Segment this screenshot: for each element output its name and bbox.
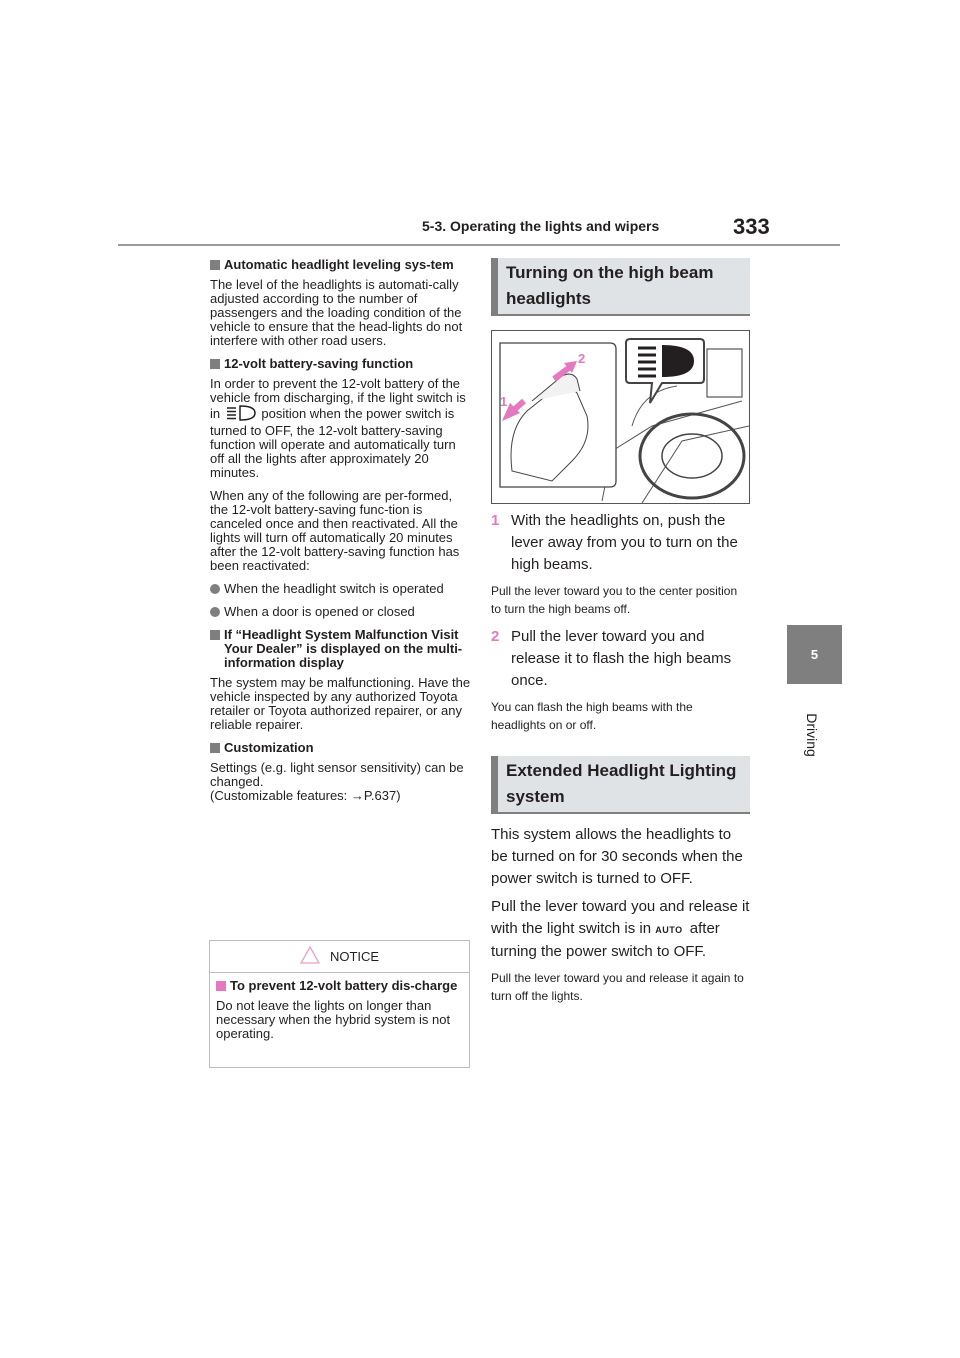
high-beam-lever-illustration — [491, 330, 750, 504]
page-number: 333 — [733, 214, 770, 239]
chapter-label: Driving — [804, 713, 820, 757]
customization-heading: Customization — [210, 741, 472, 755]
auto-leveling-body: The level of the headlights is automati-cally adjusted according to the number of passengers and the loading condition of the vehicle to ensure that the head-lights do not interfere with other road users. — [210, 277, 463, 348]
chapter-tab[interactable]: 5 — [787, 625, 842, 684]
notice-box — [209, 940, 470, 1068]
auto-leveling-heading: Automatic headlight leveling sys-tem — [210, 258, 472, 272]
square-bullet-icon — [210, 630, 220, 640]
square-bullet-icon — [210, 743, 220, 753]
malfunction-body: The system may be malfunctioning. Have the vehicle inspected by any authorized Toyota retailer or Toyota authorized repairer, or any reliable repairer. — [210, 675, 471, 732]
step-1: 1 With the headlights on, push the lever away from you to turn on the high beams. — [491, 512, 738, 573]
notice-body: Do not leave the lights on longer than necessary when the hybrid system is not operating. — [216, 998, 451, 1041]
warning-triangle-icon — [300, 946, 320, 967]
extended-body2: Pull the lever toward you and release it with the light switch is in AUTO after turning the power switch to OFF. — [491, 898, 750, 960]
header-title: 5-3. Operating the lights and wipers — [422, 218, 660, 234]
list-item: When a door is opened or closed — [210, 605, 472, 619]
auto-light-icon: AUTO — [655, 925, 683, 935]
square-bullet-icon — [210, 260, 220, 270]
callout-2: 2 — [578, 351, 586, 366]
notice-header — [210, 941, 469, 973]
list-item: When the headlight switch is operated — [210, 582, 472, 596]
extended-note: Pull the lever toward you and release it again to turn off the lights. — [491, 971, 744, 1003]
left-column — [210, 258, 472, 803]
right-column — [491, 258, 750, 1013]
extended-lighting-heading: Extended Headlight Lighting system — [491, 756, 750, 814]
notice-title: To prevent 12-volt battery dis-charge — [216, 979, 463, 993]
customization-link[interactable]: (Customizable features: →P.637) — [210, 788, 401, 803]
square-bullet-icon — [210, 359, 220, 369]
battery-saving-body2: When any of the following are per-formed, the 12-volt battery-saving func-tion is canceled once and then reactivated. All the lights will turn off automatically 20 minutes after the 12-volt battery-saving function has been reactivated: — [210, 488, 460, 573]
header-rule — [118, 244, 840, 246]
customization-body: Settings (e.g. light sensor sensitivity) can be changed. (Customizable features: →P.637) — [210, 760, 464, 803]
high-beam-heading: Turning on the high beam headlights — [491, 258, 750, 316]
high-beam-note1: Pull the lever toward you to the center position to turn the high beams off. — [491, 584, 738, 616]
extended-body1: This system allows the headlights to be turned on for 30 seconds when the power switch is turned to OFF. — [491, 826, 743, 887]
low-beam-headlight-icon — [226, 405, 256, 424]
battery-saving-heading: 12-volt battery-saving function — [210, 357, 472, 371]
malfunction-heading: If “Headlight System Malfunction Visit Your Dealer” is displayed on the multi-information display — [210, 628, 472, 670]
square-bullet-icon — [216, 981, 226, 991]
callout-1: 1 — [500, 394, 508, 409]
high-beam-note2: You can flash the high beams with the headlights on or off. — [491, 700, 693, 732]
battery-saving-body: In order to prevent the 12-volt battery of the vehicle from discharging, if the light switch is in position when the power switch is turned to OFF, the 12-volt battery-saving function will operate and automatically turn off all the lights after approximately 20 minutes. — [210, 376, 466, 480]
notice-label: NOTICE — [329, 949, 380, 964]
round-bullet-icon — [210, 607, 220, 617]
step-2: 2 Pull the lever toward you and release it to flash the high beams once. — [491, 628, 732, 689]
round-bullet-icon — [210, 584, 220, 594]
